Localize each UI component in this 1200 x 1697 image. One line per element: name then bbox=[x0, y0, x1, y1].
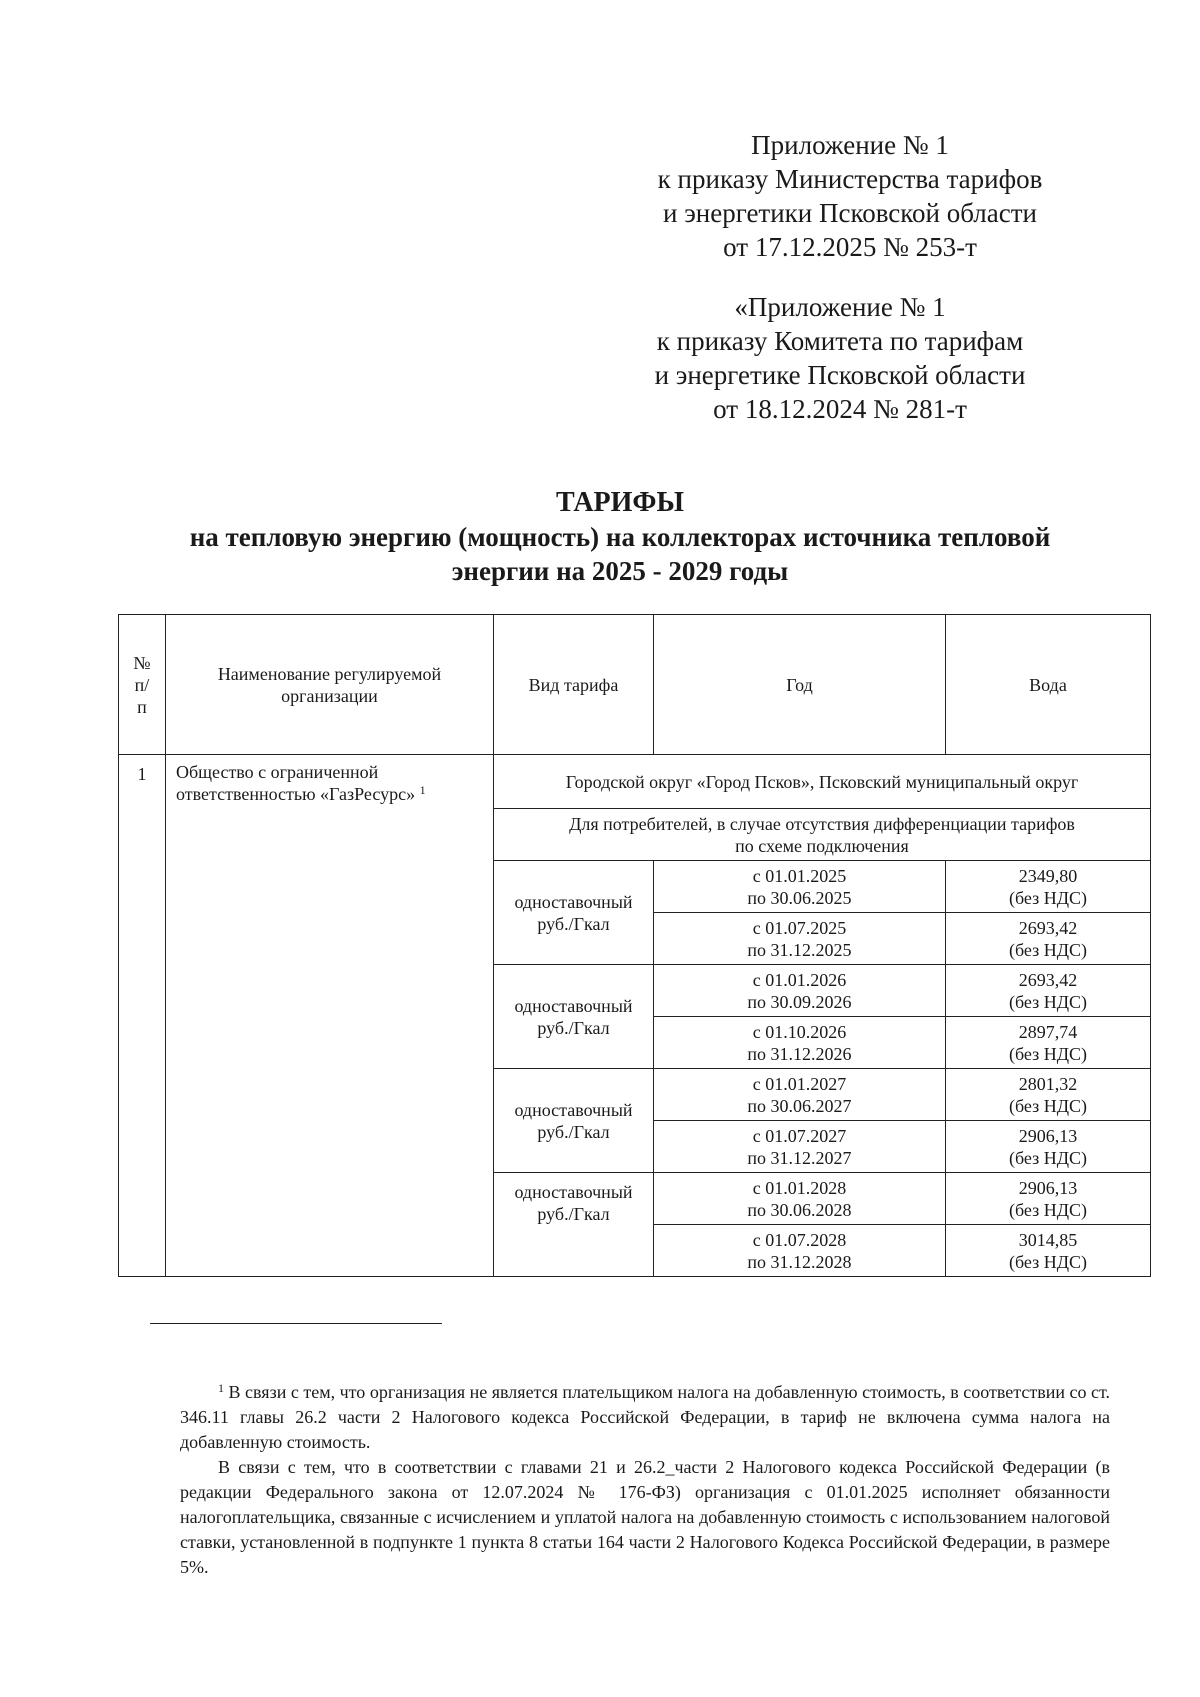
appendix-title: «Приложение № 1 bbox=[734, 292, 946, 322]
tariff-type-cell: одноставочный руб./Гкал bbox=[494, 1173, 654, 1277]
appendix-title: Приложение № 1 bbox=[751, 130, 949, 160]
table-row bbox=[119, 755, 1151, 809]
tariff-value-cell: 2801,32 (без НДС) bbox=[946, 1069, 1151, 1121]
header-water: Вода bbox=[946, 615, 1151, 755]
header-organization: Наименование регулируемой организации bbox=[166, 615, 494, 755]
period-cell: с 01.07.2025 по 31.12.2025 bbox=[654, 913, 946, 965]
tariff-value-cell: 2906,13 (без НДС) bbox=[946, 1121, 1151, 1173]
title-main: ТАРИФЫ bbox=[556, 487, 684, 518]
tariff-value-cell: 2897,74 (без НДС) bbox=[946, 1017, 1151, 1069]
header-number: № п/ п bbox=[119, 615, 166, 755]
row-number: 1 bbox=[119, 755, 166, 1277]
appendix-region-line: и энергетике Псковской области bbox=[654, 360, 1026, 390]
footnote-2 bbox=[180, 1455, 1110, 1580]
period-cell: с 01.01.2028 по 30.06.2028 bbox=[654, 1173, 946, 1225]
period-cell: с 01.07.2028 по 31.12.2028 bbox=[654, 1225, 946, 1277]
footnote-marker: 1 bbox=[419, 783, 426, 797]
footnote-separator bbox=[150, 1323, 442, 1324]
header-year: Год bbox=[654, 615, 946, 755]
appendix-current-header bbox=[620, 128, 1080, 264]
period-cell: с 01.10.2026 по 31.12.2026 bbox=[654, 1017, 946, 1069]
appendix-ministry-line: к приказу Министерства тарифов bbox=[657, 164, 1043, 194]
organization-name: Общество с ограниченной ответственностью «ГазРесурс» $^1$ bbox=[166, 755, 494, 1277]
footnote-paragraph-2: В связи с тем, что в соответствии с главами 21 и 26.2_части 2 Налогового кодекса Российской Федерации (в редакции Федерального закона от 12.07.2024 № 176-ФЗ) организация с 01.01.2025 исполняет обязанности налогоплательщика, связанные с исчислением и уплатой налога на добавленную стоимость с использованием налоговой ставки, установленной в подпункте 1 пункта 8 статьи 164 части 2 Налогового Кодекса Российской Федерации, в размере 5%. bbox=[180, 1457, 1110, 1577]
document-title bbox=[120, 486, 1120, 588]
tariff-value-cell: 2349,80 (без НДС) bbox=[946, 861, 1151, 913]
tariff-type-cell: одноставочный руб./Гкал bbox=[494, 1069, 654, 1173]
title-line-3: энергии на 2025 - 2029 годы bbox=[451, 556, 789, 586]
period-cell: с 01.01.2026 по 30.09.2026 bbox=[654, 965, 946, 1017]
tariff-type-cell: одноставочный руб./Гкал bbox=[494, 861, 654, 965]
appendix-region-line: и энергетики Псковской области bbox=[663, 198, 1037, 228]
appendix-committee-line: к приказу Комитета по тарифам bbox=[656, 326, 1024, 356]
title-line-2: на тепловую энергию (мощность) на коллекторах источника тепловой bbox=[189, 522, 1051, 552]
header-tariff-type: Вид тарифа bbox=[494, 615, 654, 755]
tariff-value-cell: 2693,42 (без НДС) bbox=[946, 913, 1151, 965]
appendix-previous-header bbox=[610, 290, 1070, 426]
tariff-value-cell: 2693,42 (без НДС) bbox=[946, 965, 1151, 1017]
tariff-value-cell: 3014,85 (без НДС) bbox=[946, 1225, 1151, 1277]
tariff-table bbox=[118, 614, 1151, 1277]
footnote-marker: 1 bbox=[218, 1381, 224, 1395]
period-cell: с 01.01.2025 по 30.06.2025 bbox=[654, 861, 946, 913]
region-name: Городской округ «Город Псков», Псковский муниципальный округ bbox=[494, 755, 1151, 809]
appendix-order-date: от 17.12.2025 № 253-т bbox=[723, 232, 977, 262]
footnote-paragraph-1: В связи с тем, что организация не является плательщиком налога на добавленную стоимость, в соответствии со ст. 346.11 главы 26.2 части 2 Налогового кодекса Российской Федерации, в тариф не включена сумма налога на добавленную стоимость. bbox=[180, 1382, 1111, 1452]
period-cell: с 01.07.2027 по 31.12.2027 bbox=[654, 1121, 946, 1173]
tariff-type-cell: одноставочный руб./Гкал bbox=[494, 965, 654, 1069]
table-header-row bbox=[119, 615, 1151, 755]
consumer-category: Для потребителей, в случае отсутствия дифференциации тарифов по схеме подключения bbox=[494, 809, 1151, 861]
period-cell: с 01.01.2027 по 30.06.2027 bbox=[654, 1069, 946, 1121]
tariff-value-cell: 2906,13 (без НДС) bbox=[946, 1173, 1151, 1225]
footnote-1 bbox=[180, 1380, 1110, 1455]
appendix-order-date: от 18.12.2024 № 281-т bbox=[713, 394, 967, 424]
